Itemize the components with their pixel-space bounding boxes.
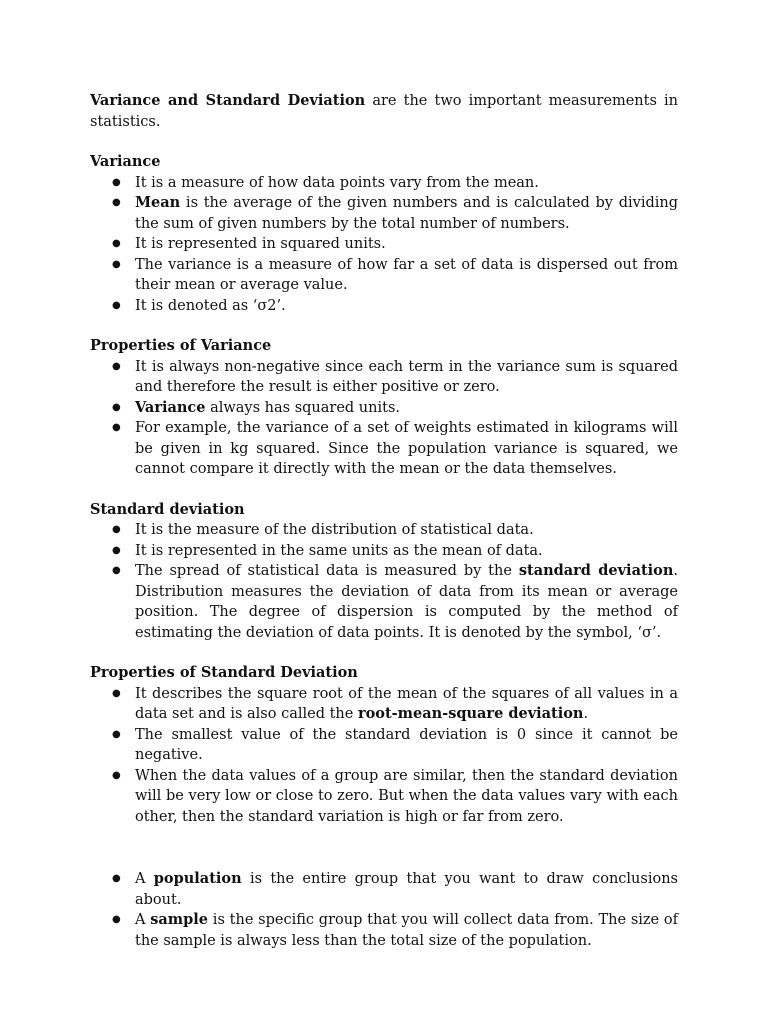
document-page [90, 91, 678, 971]
list-item [90, 561, 678, 643]
item-text: always has squared units. [205, 399, 400, 416]
intro-text: are the two important measurements in statistics. [90, 93, 678, 130]
item-text: It is always non-negative since each term in the variance sum is squared and therefore the result is either positive or zero. [135, 358, 678, 395]
item-text: . [583, 706, 589, 722]
intro-paragraph [90, 91, 678, 132]
item-bold: Variance [135, 398, 206, 416]
list-item [90, 869, 678, 910]
list-item [90, 520, 678, 541]
item-text: For example, the variance of a set of weights estimated in kilograms will be given in kg squared. Since the population variance is squared, we cannot compare it directly with the mean or the data themselves. [135, 420, 678, 477]
list-item [90, 255, 678, 296]
item-text: is the entire group that you want to draw conclusions about. [135, 871, 678, 908]
list-item [90, 357, 678, 398]
item-bold: population [153, 870, 242, 887]
item-text: is the specific group that you will collect data from. The size of the sample is always less than the total size of the population. [135, 912, 678, 949]
item-text: The smallest value of the standard deviation is 0 since it cannot be negative. [135, 726, 678, 763]
item-text: The variance is a measure of how far a set of data is dispersed out from their mean or average value. [135, 256, 678, 293]
item-text: A [135, 912, 151, 928]
item-bold: Mean [135, 194, 181, 211]
variance-heading: Variance [90, 153, 161, 170]
list-item [90, 684, 678, 725]
item-text: It describes the square root of the mean of the squares of all values in a data set and is also called the [135, 685, 678, 722]
standard-deviation-heading: Standard deviation [90, 500, 245, 518]
item-bold: sample [150, 911, 209, 928]
item-text: The spread of statistical data is measured by the [135, 563, 519, 579]
variance-properties-heading: Properties of Variance [90, 337, 272, 354]
variance-list [90, 173, 678, 317]
item-text: It is denoted as ‘σ2’. [135, 297, 286, 314]
item-text: It is a measure of how data points vary from the mean. [135, 174, 539, 191]
list-item [90, 418, 678, 480]
item-text: It is represented in the same units as the mean of data. [135, 542, 543, 559]
standard-deviation-properties-list [90, 684, 678, 828]
item-text: A [135, 871, 154, 887]
standard-deviation-list [90, 520, 678, 643]
item-text: It is represented in squared units. [135, 236, 386, 252]
item-bold: standard deviation [518, 562, 674, 579]
list-item [90, 766, 678, 828]
list-item [90, 173, 678, 194]
variance-properties-list [90, 357, 678, 480]
list-item [90, 234, 678, 255]
item-text: It is the measure of the distribution of statistical data. [135, 522, 534, 538]
spacer [90, 847, 678, 869]
item-text: . Distribution measures the deviation of data from its mean or average position. The degree of dispersion is computed by the method of estimating the deviation of data points. It is denoted by the symbol, ‘σ’. [135, 563, 678, 641]
list-item [90, 725, 678, 766]
standard-deviation-properties-heading: Properties of Standard Deviation [90, 664, 358, 681]
list-item [90, 910, 678, 951]
item-bold: root-mean-square deviation [357, 705, 584, 722]
list-item [90, 193, 678, 234]
list-item [90, 398, 678, 419]
population-sample-list [90, 869, 678, 951]
item-text: When the data values of a group are similar, then the standard deviation will be very low or close to zero. But when the data values vary with each other, then the standard variation is high or far from zero. [135, 767, 678, 825]
list-item [90, 541, 678, 562]
item-text: is the average of the given numbers and is calculated by dividing the sum of given numbers by the total number of numbers. [135, 195, 678, 232]
list-item [90, 296, 678, 317]
intro-bold: Variance and Standard Deviation [90, 92, 366, 109]
